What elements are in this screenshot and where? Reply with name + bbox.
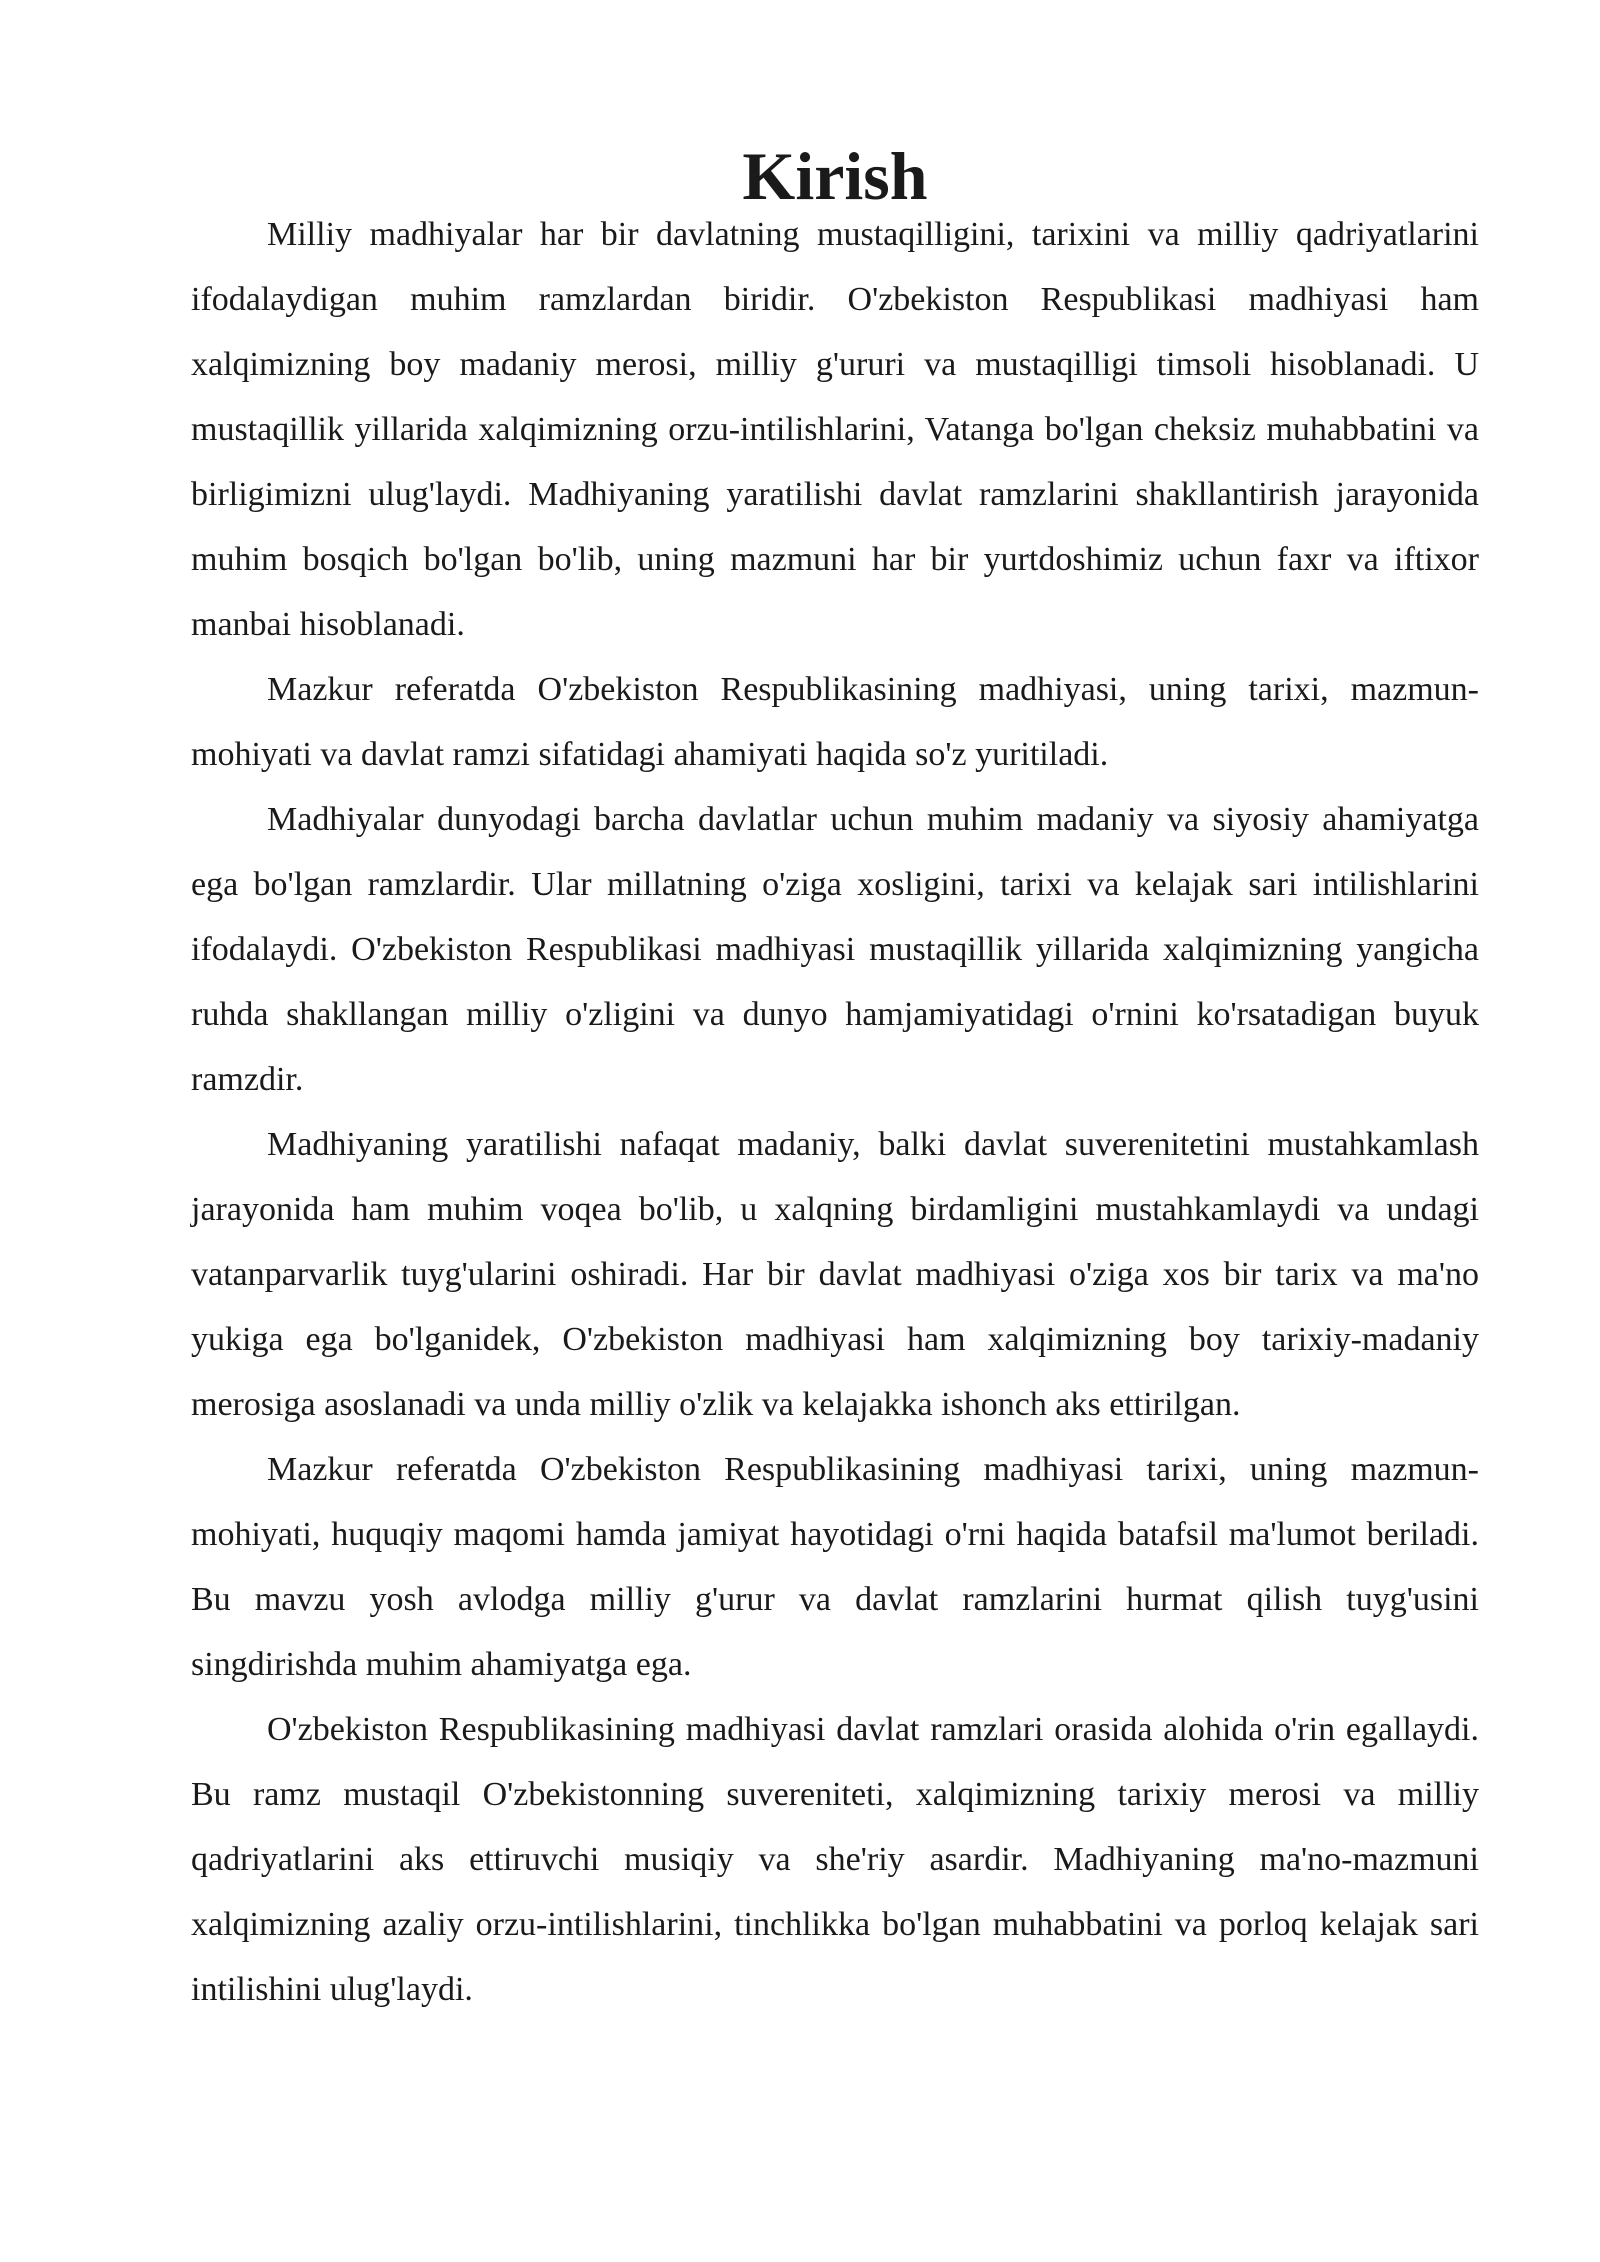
paragraph-5: Mazkur referatda O'zbekiston Respublikasining madhiyasi tarixi, uning mazmun-mohiyati, huquqiy maqomi hamda jamiyat hayotidagi o'rni haqida batafsil ma'lumot beriladi. Bu mavzu yosh avlodga milliy g'urur va davlat ramzlarini hurmat qilish tuyg'usini singdirishda muhim ahamiyatga ega.	[191, 1451, 1479, 1683]
document-page	[191, 138, 1479, 2022]
paragraph-3: Madhiyalar dunyodagi barcha davlatlar uchun muhim madaniy va siyosiy ahamiyatga ega bo'lgan ramzlardir. Ular millatning o'ziga xosligini, tarixi va kelajak sari intilishlarini ifodalaydi. O'zbekiston Respublikasi madhiyasi mustaqillik yillarida xalqimizning yangicha ruhda shakllangan milliy o'zligini va dunyo hamjamiyatidagi o'rnini ko'rsatadigan buyuk ramzdir.	[191, 801, 1479, 1098]
document-title: Kirish	[742, 138, 928, 214]
paragraph-2: Mazkur referatda O'zbekiston Respublikasining madhiyasi, uning tarixi, mazmun-mohiyati va davlat ramzi sifatidagi ahamiyati haqida so'z yuritiladi.	[191, 671, 1479, 773]
paragraph-6: O'zbekiston Respublikasining madhiyasi davlat ramzlari orasida alohida o'rin egallaydi. Bu ramz mustaqil O'zbekistonning suvereniteti, xalqimizning tarixiy merosi va milliy qadriyatlarini aks ettiruvchi musiqiy va she'riy asardir. Madhiyaning ma'no-mazmuni xalqimizning azaliy orzu-intilishlarini, tinchlikka bo'lgan muhabbatini va porloq kelajak sari intilishini ulug'laydi.	[191, 1711, 1479, 2008]
paragraph-4: Madhiyaning yaratilishi nafaqat madaniy, balki davlat suverenitetini mustahkamlash jarayonida ham muhim voqea bo'lib, u xalqning birdamligini mustahkamlaydi va undagi vatanparvarlik tuyg'ularini oshiradi. Har bir davlat madhiyasi o'ziga xos bir tarix va ma'no yukiga ega bo'lganidek, O'zbekiston madhiyasi ham xalqimizning boy tarixiy-madaniy merosiga asoslanadi va unda milliy o'zlik va kelajakka ishonch aks ettirilgan.	[191, 1126, 1479, 1423]
paragraph-1: Milliy madhiyalar har bir davlatning mustaqilligini, tarixini va milliy qadriyatlarini ifodalaydigan muhim ramzlardan biridir. O'zbekiston Respublikasi madhiyasi ham xalqimizning boy madaniy merosi, milliy g'ururi va mustaqilligi timsoli hisoblanadi. U mustaqillik yillarida xalqimizning orzu-intilishlarini, Vatanga bo'lgan cheksiz muhabbatini va birligimizni ulug'laydi. Madhiyaning yaratilishi davlat ramzlarini shakllantirish jarayonida muhim bosqich bo'lgan bo'lib, uning mazmuni har bir yurtdoshimiz uchun faxr va iftixor manbai hisoblanadi.	[191, 216, 1479, 643]
